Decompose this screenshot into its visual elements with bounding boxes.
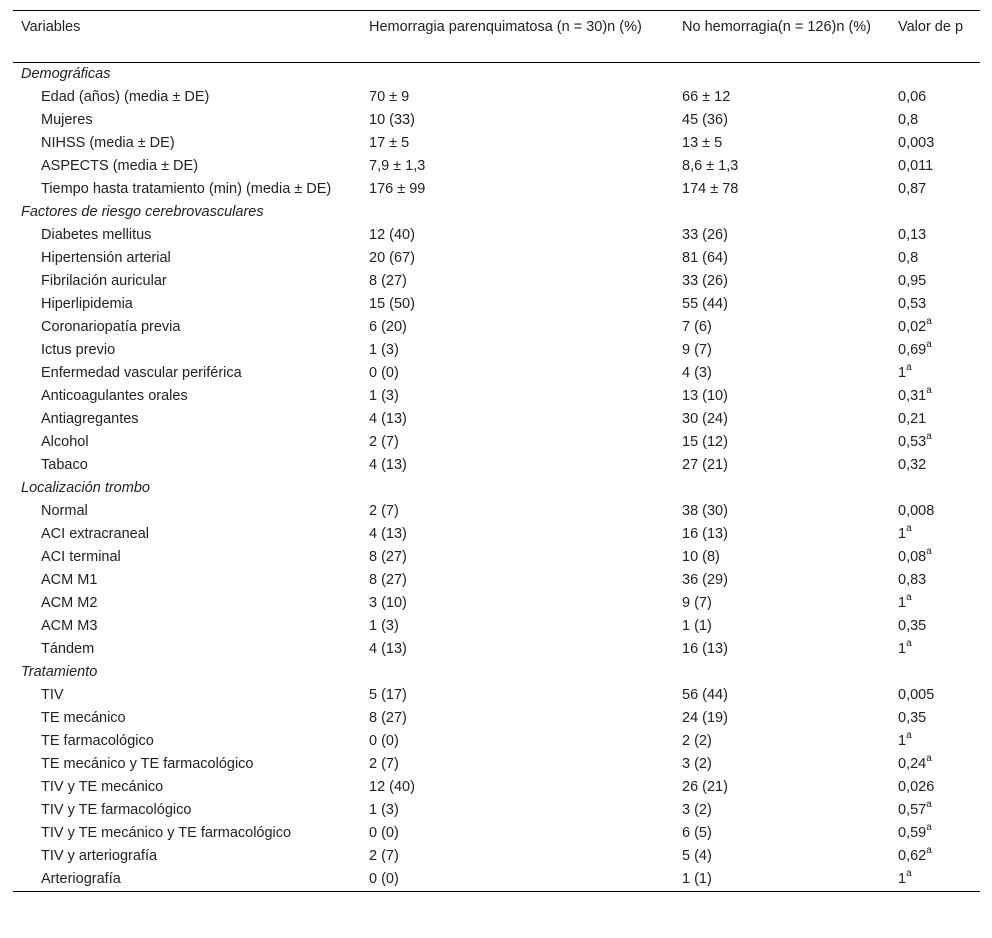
hemorragia-cell: 6 (20)	[369, 319, 407, 335]
hemorragia-cell: 20 (67)	[369, 250, 415, 266]
p-value: 0,21	[898, 411, 927, 427]
table-row	[13, 799, 980, 822]
footnote-marker: a	[906, 638, 912, 650]
header-variables: Variables	[21, 19, 81, 35]
p-value-cell	[890, 247, 980, 270]
variable-cell: TIV y TE mecánico y TE farmacológico	[41, 825, 292, 841]
variable-cell: Hiperlipidemia	[41, 296, 133, 312]
results-table	[13, 10, 980, 892]
variable-cell: Enfermedad vascular periférica	[41, 365, 242, 381]
variable-cell: Edad (años) (media ± DE)	[41, 89, 210, 105]
p-value: 0,35	[898, 710, 927, 726]
hemorragia-cell: 4 (13)	[369, 457, 407, 473]
table-row	[13, 155, 980, 178]
p-value: 0,003	[898, 135, 935, 151]
footnote-marker: a	[906, 523, 912, 535]
variable-cell: Normal	[41, 503, 88, 519]
p-value-cell	[890, 431, 980, 454]
no-hemorragia-cell: 9 (7)	[682, 595, 712, 611]
p-value-cell	[890, 224, 980, 247]
p-value-cell	[890, 362, 980, 385]
variable-cell: Diabetes mellitus	[41, 227, 152, 243]
no-hemorragia-cell: 27 (21)	[682, 457, 728, 473]
variable-cell: Tándem	[41, 641, 95, 657]
p-value-cell	[890, 385, 980, 408]
table-row	[13, 431, 980, 454]
variable-cell: ACM M3	[41, 618, 98, 634]
no-hemorragia-cell: 66 ± 12	[682, 89, 731, 105]
p-value: 0,53	[898, 434, 927, 450]
no-hemorragia-cell: 55 (44)	[682, 296, 728, 312]
hemorragia-cell: 4 (13)	[369, 526, 407, 542]
p-value: 0,011	[898, 158, 934, 174]
no-hemorragia-cell: 81 (64)	[682, 250, 728, 266]
variable-cell: Mujeres	[41, 112, 93, 128]
p-value: 1	[898, 526, 907, 542]
table-row	[13, 109, 980, 132]
footnote-marker: a	[926, 431, 932, 443]
table-row	[13, 684, 980, 707]
p-value: 0,08	[898, 549, 927, 565]
header-hemorragia: Hemorragia parenquimatosa (n = 30)n (%)	[369, 19, 642, 35]
variable-cell: ACI terminal	[41, 549, 121, 565]
section-title: Demográficas	[21, 66, 111, 82]
no-hemorragia-cell: 2 (2)	[682, 733, 712, 749]
variable-cell: ACM M2	[41, 595, 98, 611]
no-hemorragia-cell: 1 (1)	[682, 618, 712, 634]
variable-cell: TIV y arteriografía	[41, 848, 158, 864]
p-value-cell	[890, 109, 980, 132]
footnote-marker: a	[906, 362, 912, 374]
hemorragia-cell: 2 (7)	[369, 848, 399, 864]
hemorragia-cell: 176 ± 99	[369, 181, 426, 197]
no-hemorragia-cell: 13 (10)	[682, 388, 728, 404]
no-hemorragia-cell: 5 (4)	[682, 848, 712, 864]
p-value-cell	[890, 454, 980, 477]
hemorragia-cell: 1 (3)	[369, 342, 399, 358]
p-value-cell	[890, 615, 980, 638]
no-hemorragia-cell: 174 ± 78	[682, 181, 739, 197]
p-value-cell	[890, 408, 980, 431]
table-row	[13, 569, 980, 592]
no-hemorragia-cell: 7 (6)	[682, 319, 712, 335]
section-row	[13, 201, 980, 224]
table-body	[13, 63, 980, 892]
hemorragia-cell: 8 (27)	[369, 549, 407, 565]
no-hemorragia-cell: 10 (8)	[682, 549, 720, 565]
p-value-cell	[890, 86, 980, 109]
table-row	[13, 316, 980, 339]
footnote-marker: a	[926, 339, 932, 351]
p-value: 0,008	[898, 503, 935, 519]
hemorragia-cell: 2 (7)	[369, 434, 399, 450]
p-value-cell	[890, 868, 980, 892]
table-row	[13, 362, 980, 385]
variable-cell: Alcohol	[41, 434, 89, 450]
p-value: 1	[898, 871, 907, 887]
p-value-cell	[890, 753, 980, 776]
no-hemorragia-cell: 33 (26)	[682, 273, 728, 289]
table-row	[13, 500, 980, 523]
p-value: 1	[898, 641, 907, 657]
hemorragia-cell: 0 (0)	[369, 733, 399, 749]
table-row	[13, 822, 980, 845]
p-value-cell	[890, 523, 980, 546]
no-hemorragia-cell: 1 (1)	[682, 871, 712, 887]
p-value-cell	[890, 316, 980, 339]
variable-cell: ASPECTS (media ± DE)	[41, 158, 199, 174]
hemorragia-cell: 8 (27)	[369, 710, 407, 726]
variable-cell: Anticoagulantes orales	[41, 388, 188, 404]
table-row	[13, 730, 980, 753]
section-title: Tratamiento	[21, 664, 98, 680]
table-row	[13, 868, 980, 892]
footnote-marker: a	[906, 730, 912, 742]
hemorragia-cell: 8 (27)	[369, 572, 407, 588]
p-value-cell	[890, 730, 980, 753]
variable-cell: TE farmacológico	[41, 733, 154, 749]
table-row	[13, 132, 980, 155]
table-row	[13, 592, 980, 615]
no-hemorragia-cell: 3 (2)	[682, 756, 712, 772]
p-value-cell	[890, 592, 980, 615]
hemorragia-cell: 1 (3)	[369, 618, 399, 634]
variable-cell: Ictus previo	[41, 342, 116, 358]
variable-cell: Hipertensión arterial	[41, 250, 171, 266]
table-row	[13, 523, 980, 546]
table-row	[13, 707, 980, 730]
variable-cell: Fibrilación auricular	[41, 273, 167, 289]
variable-cell: TE mecánico y TE farmacológico	[41, 756, 254, 772]
table-row	[13, 845, 980, 868]
variable-cell: TIV	[41, 687, 64, 703]
variable-cell: Antiagregantes	[41, 411, 139, 427]
hemorragia-cell: 10 (33)	[369, 112, 415, 128]
variable-cell: ACI extracraneal	[41, 526, 149, 542]
p-value-cell	[890, 707, 980, 730]
table-row	[13, 339, 980, 362]
hemorragia-cell: 2 (7)	[369, 503, 399, 519]
variable-cell: ACM M1	[41, 572, 98, 588]
table-row	[13, 408, 980, 431]
p-value: 0,53	[898, 296, 927, 312]
no-hemorragia-cell: 4 (3)	[682, 365, 712, 381]
variable-cell: NIHSS (media ± DE)	[41, 135, 175, 151]
hemorragia-cell: 5 (17)	[369, 687, 407, 703]
hemorragia-cell: 17 ± 5	[369, 135, 410, 151]
footnote-marker: a	[926, 316, 932, 328]
no-hemorragia-cell: 36 (29)	[682, 572, 728, 588]
section-row	[13, 661, 980, 684]
p-value-cell	[890, 293, 980, 316]
hemorragia-cell: 2 (7)	[369, 756, 399, 772]
hemorragia-cell: 4 (13)	[369, 641, 407, 657]
footnote-marker: a	[926, 845, 932, 857]
p-value: 0,026	[898, 779, 935, 795]
p-value: 1	[898, 595, 907, 611]
p-value: 0,24	[898, 756, 927, 772]
hemorragia-cell: 0 (0)	[369, 365, 399, 381]
p-value-cell	[890, 155, 980, 178]
p-value: 0,06	[898, 89, 927, 105]
table-row	[13, 546, 980, 569]
hemorragia-cell: 70 ± 9	[369, 89, 410, 105]
p-value-cell	[890, 270, 980, 293]
no-hemorragia-cell: 33 (26)	[682, 227, 728, 243]
table-row	[13, 293, 980, 316]
p-value-cell	[890, 546, 980, 569]
hemorragia-cell: 0 (0)	[369, 825, 399, 841]
no-hemorragia-cell: 16 (13)	[682, 526, 728, 542]
section-title: Localización trombo	[21, 480, 150, 496]
p-value-cell	[890, 569, 980, 592]
section-row	[13, 477, 980, 500]
variable-cell: TE mecánico	[41, 710, 126, 726]
variable-cell: Tabaco	[41, 457, 88, 473]
hemorragia-cell: 3 (10)	[369, 595, 407, 611]
table-header	[13, 11, 980, 63]
p-value: 1	[898, 365, 907, 381]
p-value: 0,005	[898, 687, 935, 703]
p-value: 0,83	[898, 572, 927, 588]
p-value: 0,69	[898, 342, 927, 358]
p-value: 0,02	[898, 319, 927, 335]
table-row	[13, 224, 980, 247]
no-hemorragia-cell: 8,6 ± 1,3	[682, 158, 739, 174]
footnote-marker: a	[906, 592, 912, 604]
hemorragia-cell: 15 (50)	[369, 296, 415, 312]
section-title: Factores de riesgo cerebrovasculares	[21, 204, 264, 220]
no-hemorragia-cell: 9 (7)	[682, 342, 712, 358]
hemorragia-cell: 7,9 ± 1,3	[369, 158, 426, 174]
no-hemorragia-cell: 24 (19)	[682, 710, 728, 726]
p-value-cell	[890, 799, 980, 822]
variable-cell: Tiempo hasta tratamiento (min) (media ± DE)	[41, 181, 332, 197]
no-hemorragia-cell: 13 ± 5	[682, 135, 723, 151]
no-hemorragia-cell: 6 (5)	[682, 825, 712, 841]
table-row	[13, 454, 980, 477]
footnote-marker: a	[926, 822, 932, 834]
p-value-cell	[890, 500, 980, 523]
p-value-cell	[890, 178, 980, 201]
table-row	[13, 86, 980, 109]
footnote-marker: a	[906, 868, 912, 880]
no-hemorragia-cell: 26 (21)	[682, 779, 728, 795]
footnote-marker: a	[926, 753, 932, 765]
no-hemorragia-cell: 16 (13)	[682, 641, 728, 657]
no-hemorragia-cell: 45 (36)	[682, 112, 728, 128]
hemorragia-cell: 1 (3)	[369, 388, 399, 404]
header-no-hemorragia: No hemorragia(n = 126)n (%)	[682, 19, 871, 35]
table-row	[13, 385, 980, 408]
p-value-cell	[890, 776, 980, 799]
footnote-marker: a	[926, 546, 932, 558]
footnote-marker: a	[926, 799, 932, 811]
table-row	[13, 776, 980, 799]
p-value-cell	[890, 684, 980, 707]
header-row	[13, 11, 980, 63]
table-row	[13, 270, 980, 293]
p-value: 0,13	[898, 227, 927, 243]
section-row	[13, 63, 980, 87]
p-value: 0,87	[898, 181, 927, 197]
table-row	[13, 638, 980, 661]
p-value-cell	[890, 638, 980, 661]
variable-cell: Coronariopatía previa	[41, 319, 181, 335]
p-value: 0,8	[898, 250, 919, 266]
variable-cell: TIV y TE mecánico	[41, 779, 164, 795]
hemorragia-cell: 1 (3)	[369, 802, 399, 818]
p-value: 0,31	[898, 388, 927, 404]
hemorragia-cell: 0 (0)	[369, 871, 399, 887]
no-hemorragia-cell: 56 (44)	[682, 687, 728, 703]
p-value-cell	[890, 132, 980, 155]
hemorragia-cell: 8 (27)	[369, 273, 407, 289]
p-value: 0,62	[898, 848, 927, 864]
table-row	[13, 753, 980, 776]
hemorragia-cell: 12 (40)	[369, 779, 415, 795]
table-row	[13, 615, 980, 638]
p-value: 0,57	[898, 802, 927, 818]
hemorragia-cell: 12 (40)	[369, 227, 415, 243]
footnote-marker: a	[926, 385, 932, 397]
p-value: 0,35	[898, 618, 927, 634]
p-value-cell	[890, 845, 980, 868]
p-value: 0,32	[898, 457, 927, 473]
no-hemorragia-cell: 3 (2)	[682, 802, 712, 818]
p-value: 1	[898, 733, 907, 749]
table-row	[13, 178, 980, 201]
variable-cell: TIV y TE farmacológico	[41, 802, 192, 818]
no-hemorragia-cell: 38 (30)	[682, 503, 728, 519]
p-value: 0,59	[898, 825, 927, 841]
p-value: 0,8	[898, 112, 919, 128]
no-hemorragia-cell: 30 (24)	[682, 411, 728, 427]
table-row	[13, 247, 980, 270]
p-value-cell	[890, 339, 980, 362]
variable-cell: Arteriografía	[41, 871, 121, 887]
p-value: 0,95	[898, 273, 927, 289]
no-hemorragia-cell: 15 (12)	[682, 434, 728, 450]
p-value-cell	[890, 822, 980, 845]
hemorragia-cell: 4 (13)	[369, 411, 407, 427]
header-p-value: Valor de p	[898, 19, 964, 35]
